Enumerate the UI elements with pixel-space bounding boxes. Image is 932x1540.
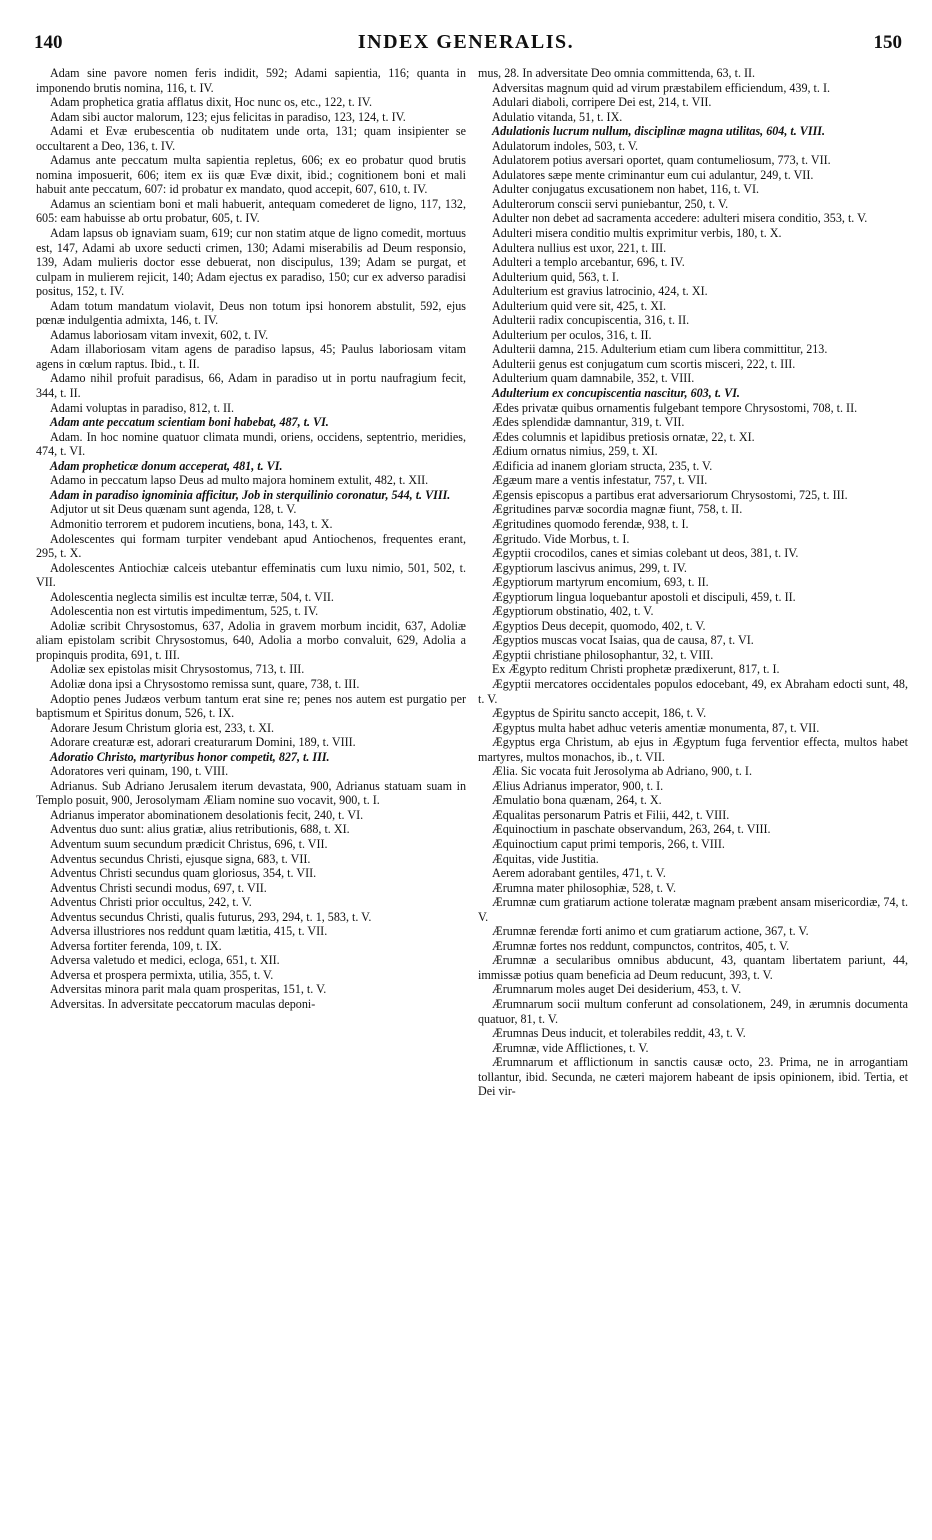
index-entry: Aerem adorabant gentiles, 471, t. V. [492, 866, 666, 881]
index-entry: Ægyptus de Spiritu sancto accepit, 186, t. V. [492, 706, 707, 721]
index-entry: Æmulatio bona quænam, 264, t. X. [492, 793, 662, 808]
index-entry: Ægyptios muscas vocat Isaias, qua de causa, 87, t. VI. [492, 633, 754, 648]
index-entry: Adulteri misera conditio multis exprimitur verbis, 180, t. X. [492, 226, 782, 241]
index-entry: Adventus secundus Christi, ejusque signa, 683, t. VII. [50, 851, 311, 866]
index-entry: Adventus Christi prior occultus, 242, t. V. [50, 895, 252, 910]
index-entry: Ærumnarum et afflictionum in sanctis causæ octo, 23. Prima, ne in arrogantiam tollantur, ibid. Secunda, ne cæteri majorem habeant de ipsis opinionem, ibid. Tertia, et Dei vir- [478, 1055, 908, 1099]
index-entry-italic-text: Adam ante peccatum scientiam boni habebat, 487, t. VI. [50, 415, 329, 430]
index-entry: Adulterium quam damnabile, 352, t. VIII. [492, 371, 695, 386]
index-entry: Adversa illustriores nos reddunt quam lætitia, 415, t. VII. [50, 924, 328, 939]
index-entry: Adulterium quid vere sit, 425, t. XI. [492, 298, 666, 313]
index-entry: Adamus an scientiam boni et mali habuerit, antequam comederet de ligno, 117, 132, 605: eam habuisse ab ortu probatur, 605, t. IV. [36, 196, 466, 226]
index-entry: Adam lapsus ob ignaviam suam, 619; cur non statim atque de ligno comedit, mortuus est, 147, Adami ab uxore seducti crimen, 130; Adami miserabilis ad Deum responsio, 139, Adam mulieris doctor esse debuerat, non discipulus, 139; Adam se purgat, et culpam in mulierem rejicit, 140; Adam ejectus ex paradiso, 150; cur ex adverso paradisi positus, 152, t. IV. [36, 226, 466, 299]
index-entry: Adulteri a templo arcebantur, 696, t. IV. [492, 255, 685, 270]
index-entry: Ægyptus erga Christum, ab ejus in Ægyptum fuga ferventior effecta, multos habet martyres, multos monachos, ib., t. VII. [478, 735, 908, 764]
index-entry: Ægyptus multa habet adhuc veteris amentiæ monumenta, 87, t. VII. [492, 720, 820, 735]
index-column-left [36, 66, 466, 1526]
index-entry: Adoratores veri quinam, 190, t. VIII. [50, 764, 229, 779]
index-entry: Adulterii radix concupiscentia, 316, t. II. [492, 313, 690, 328]
index-entry: mus, 28. In adversitate Deo omnia committenda, 63, t. II. [478, 66, 756, 80]
index-entry [478, 386, 908, 401]
index-entry: Adventum suum secundum prædicit Christus, 696, t. VII. [50, 836, 328, 851]
index-entry: Ægyptiorum lascivus animus, 299, t. IV. [492, 560, 687, 575]
index-entry: Admonitio terrorem et pudorem incutiens, bona, 143, t. X. [50, 516, 333, 531]
index-entry: Adam prophetica gratia afflatus dixit, Hoc nunc os, etc., 122, t. IV. [50, 95, 372, 110]
index-entry: Adventus Christi secundus quam gloriosus, 354, t. VII. [50, 866, 317, 881]
index-entry: Adventus duo sunt: alius gratiæ, alius retributionis, 688, t. XI. [50, 822, 350, 837]
page-number-left: 140 [34, 32, 63, 53]
index-entry: Ægyptii mercatores occidentales populos edocebant, 49, ex Abraham edocti sunt, 48, t. V. [478, 676, 908, 706]
index-entry: Adulari diaboli, corripere Dei est, 214, t. VII. [492, 95, 712, 110]
index-entry: Ælia. Sic vocata fuit Jerosolyma ab Adriano, 900, t. I. [492, 764, 752, 779]
index-entry: Adulter non debet ad sacramenta accedere: adulteri misera conditio, 353, t. V. [492, 211, 868, 226]
index-entry: Adulatio vitanda, 51, t. IX. [492, 109, 623, 124]
index-entry: Ex Ægypto reditum Christi prophetæ prædixerunt, 817, t. I. [492, 662, 780, 677]
index-entry: Ægritudines quomodo ferendæ, 938, t. I. [492, 516, 689, 531]
index-entry: Adversitas. In adversitate peccatorum maculas deponi- [50, 997, 316, 1011]
index-entry: Adami et Evæ erubescentia ob nuditatem unde orta, 131; quam insipienter se occultarent a Deo, 136, t. IV. [36, 124, 466, 153]
index-entry: Adulatorem potius aversari oportet, quam contumeliosum, 773, t. VII. [492, 153, 831, 168]
index-entry: Adulterium quid, 563, t. I. [492, 269, 619, 284]
index-entry: Adversitas minora parit mala quam prosperitas, 151, t. V. [50, 982, 327, 997]
index-entry: Ærumnæ fortes nos reddunt, compunctos, contritos, 405, t. V. [492, 938, 790, 953]
index-entry: Adversa valetudo et medici, ecloga, 651, t. XII. [50, 953, 280, 968]
page-header [30, 28, 902, 58]
index-entry: Adulterii damna, 215. Adulterium etiam cum libera committitur, 213. [492, 342, 828, 357]
index-entry: Adulter conjugatus excusationem non habet, 116, t. VI. [492, 182, 760, 197]
index-entry-italic-text: Adam in paradiso ignominia afficitur, Job in sterquilinio coronatur, 544, t. VIII. [50, 487, 451, 502]
index-entry [36, 750, 466, 765]
index-entry: Ærumnarum moles auget Dei desiderium, 453, t. V. [492, 982, 742, 997]
index-entry: Æquitas, vide Justitia. [492, 851, 599, 866]
index-entry: Adulterorum conscii servi puniebantur, 250, t. V. [492, 196, 729, 211]
index-entry: Adventus Christi secundi modus, 697, t. VII. [50, 880, 267, 895]
index-entry: Æquinoctium caput primi temporis, 266, t. VIII. [492, 836, 725, 851]
index-entry: Adolescentes Antiochiæ calceis utebantur effeminatis cum luxu nimio, 501, 502, t. VII. [36, 560, 466, 590]
index-entry: Adamo nihil profuit paradisus, 66, Adam in paradiso ut in portu naufragium fecit, 344, t. II. [36, 371, 466, 401]
index-entry: Adventus secundus Christi, qualis futurus, 293, 294, t. 1, 583, t. V. [50, 909, 372, 924]
index-entry: Adrianus imperator abominationem desolationis fecit, 240, t. VI. [50, 807, 364, 822]
index-entry: Adolescentes qui formam turpiter vendebant apud Antiochenos, frequentes erant, 295, t. X. [36, 531, 466, 561]
index-entry: Adoliæ sex epistolas misit Chrysostomus, 713, t. III. [50, 662, 305, 677]
index-entry: Ægritudo. Vide Morbus, t. I. [492, 531, 630, 546]
index-entry-italic-text: Adulationis lucrum nullum, disciplinæ magna utilitas, 604, t. VIII. [492, 124, 826, 139]
index-entry-italic-text: Adam propheticæ donum acceperat, 481, t. VI. [50, 458, 283, 473]
index-entry: Ægyptiorum martyrum encomium, 693, t. II. [492, 575, 709, 590]
index-entry: Adamus ante peccatum multa sapientia repletus, 606; ex eo probatur quod brutis nomina imposuerit, 606; item ex iis quæ Evæ dixit, ibid.; cognitionem boni et mali habuit ante peccatum, 607: id probatur ex mandato, quod accepit, 607, 610, t. IV. [36, 153, 466, 197]
index-entry: Adulterium per oculos, 316, t. II. [492, 327, 652, 342]
index-entry: Ægyptios Deus decepit, quomodo, 402, t. V. [492, 618, 706, 633]
index-entry: Adulatorum indoles, 503, t. V. [492, 138, 639, 153]
index-entry: Adamo in peccatum lapso Deus ad multo majora hominem extulit, 482, t. XII. [50, 473, 429, 488]
index-entry: Adoliæ scribit Chrysostomus, 637, Adolia in gravem morbum incidit, 637, Adoliæ aliam epistolam scribit Chrysostomus, 640, Adolia a morbo convaluit, 629, Adolia a propinquis prodita, 691, t. III. [36, 618, 466, 662]
index-entry: Ædes splendidæ damnantur, 319, t. VII. [492, 415, 685, 430]
index-entry: Ægæum mare a ventis infestatur, 757, t. VII. [492, 473, 708, 488]
index-entry: Adversa et prospera permixta, utilia, 355, t. V. [50, 967, 274, 982]
index-entry: Ærumnæ, vide Afflictiones, t. V. [492, 1040, 649, 1055]
index-entry: Ærumnarum socii multum conferunt ad consolationem, 249, in ærumnis documenta quatuor, 81, t. V. [478, 997, 908, 1026]
index-entry [36, 488, 466, 503]
index-entry: Adam sine pavore nomen feris indidit, 592; Adami sapientia, 116; quanta in imponendo brutis nomina, 116, t. IV. [36, 66, 466, 95]
index-entry: Ægritudines parvæ socordia magnæ fiunt, 758, t. II. [492, 502, 743, 517]
index-entry: Adam totum mandatum violavit, Deus non totum ipsi honorem abstulit, 592, ejus pœnæ indulgentia admixta, 146, t. IV. [36, 298, 466, 328]
index-entry: Adamus laboriosam vitam invexit, 602, t. IV. [50, 327, 269, 342]
index-entry: Ædium ornatus nimius, 259, t. XI. [492, 444, 658, 459]
page-number-right: 150 [873, 32, 902, 53]
index-entry: Ærumnæ a secularibus omnibus abducunt, 43, quantam libertatem pariunt, 44, immissæ potius quam beneficia ad Deum reducunt, 393, t. V. [478, 953, 908, 982]
index-entry: Ægyptiorum obstinatio, 402, t. V. [492, 604, 654, 619]
index-entry: Ærumna mater philosophiæ, 528, t. V. [492, 880, 676, 895]
index-entry-italic-text: Adoratio Christo, martyribus honor competit, 827, t. III. [50, 749, 330, 764]
index-entry: Adam illaboriosam vitam agens de paradiso lapsus, 45; Paulus laboriosam vitam agens in cœlum raptus. Ibid., t. II. [36, 342, 466, 371]
index-entry [36, 459, 466, 474]
index-entry: Adulterii genus est conjugatum cum scortis misceri, 222, t. III. [492, 356, 796, 371]
index-entry: Adoptio penes Judæos verbum tantum erat sine re; penes nos autem est purgatio per baptismum et Spiritus donum, 526, t. IX. [36, 691, 466, 721]
index-entry: Æquinoctium in paschate observandum, 263, 264, t. VIII. [492, 822, 771, 837]
index-entry: Adversitas magnum quid ad virum præstabilem efficiendum, 439, t. I. [492, 80, 831, 95]
page-title: INDEX GENERALIS. [357, 31, 575, 53]
index-entry: Adrianus. Sub Adriano Jerusalem iterum devastata, 900, Adrianus statuam suam in Templo posuit, 900, Jerosolymam Æliam nomine suo vocavit, 900, t. I. [36, 778, 466, 808]
index-entry: Adam sibi auctor malorum, 123; ejus felicitas in paradiso, 123, 124, t. IV. [50, 109, 406, 124]
index-entry [478, 124, 908, 139]
index-entry: Adversa fortiter ferenda, 109, t. IX. [50, 938, 222, 953]
index-entry: Ædificia ad inanem gloriam structa, 235, t. V. [492, 458, 713, 473]
index-entry: Ægyptii christiane philosophantur, 32, t. VIII. [492, 647, 714, 662]
index-entry: Adam. In hoc nomine quatuor climata mundi, oriens, occidens, septentrio, meridies, 474, t. VI. [36, 429, 466, 459]
index-entry: Adami voluptas in paradiso, 812, t. II. [50, 400, 235, 415]
index-column-right [478, 66, 908, 1526]
index-entry: Ædes columnis et lapidibus pretiosis ornatæ, 22, t. XI. [492, 429, 755, 444]
index-entry: Adorare creaturæ est, adorari creaturarum Domini, 189, t. VIII. [50, 735, 356, 750]
index-entry: Adorare Jesum Christum gloria est, 233, t. XI. [50, 720, 275, 735]
index-entry: Adultera nullius est uxor, 221, t. III. [492, 240, 667, 255]
index-entry: Adolescentia non est virtutis impedimentum, 525, t. IV. [50, 604, 319, 619]
index-entry: Ædes privatæ quibus ornamentis fulgebant tempore Chrysostomi, 708, t. II. [492, 400, 858, 415]
index-entry: Ærumnas Deus inducit, et tolerabiles reddit, 43, t. V. [492, 1026, 746, 1041]
index-entry: Ærumnæ ferendæ forti animo et cum gratiarum actione, 367, t. V. [492, 924, 809, 939]
index-entry [36, 415, 466, 430]
index-entry: Ærumnæ cum gratiarum actione toleratæ magnam præbent ansam misericordiæ, 74, t. V. [478, 895, 908, 924]
index-entry: Ælius Adrianus imperator, 900, t. I. [492, 778, 664, 793]
index-entry: Æqualitas personarum Patris et Filii, 442, t. VIII. [492, 807, 730, 822]
index-entry: Adulterium est gravius latrocinio, 424, t. XI. [492, 284, 708, 299]
index-entry: Ægyptii crocodilos, canes et simias colebant ut deos, 381, t. IV. [492, 546, 799, 561]
index-entry: Adulatores sæpe mente criminantur eum cui adulantur, 249, t. VII. [492, 167, 814, 182]
index-entry: Adjutor ut sit Deus quænam sunt agenda, 128, t. V. [50, 502, 297, 517]
index-entry: Ægensis episcopus a partibus erat adversariorum Chrysostomi, 725, t. III. [492, 487, 848, 502]
index-entry: Ægyptiorum lingua loquebantur apostoli et discipuli, 459, t. II. [492, 589, 796, 604]
index-entry: Adoliæ dona ipsi a Chrysostomo remissa sunt, quare, 738, t. III. [50, 676, 360, 691]
index-entry-italic-text: Adulterium ex concupiscentia nascitur, 603, t. VI. [492, 386, 740, 401]
index-entry: Adolescentia neglecta similis est incultæ terræ, 504, t. VII. [50, 589, 334, 604]
